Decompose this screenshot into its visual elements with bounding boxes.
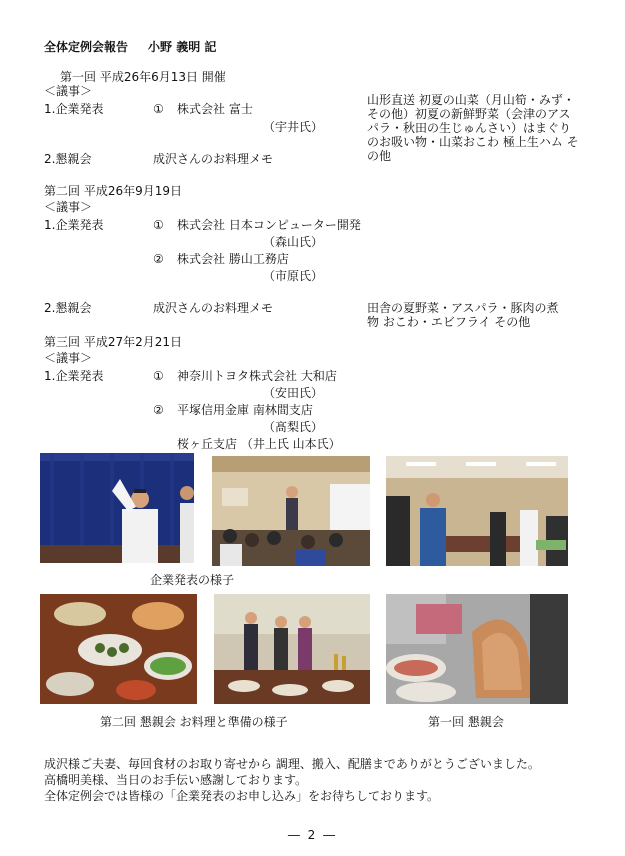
meeting2-c2-company: 株式会社 勝山工務店 [177,252,289,266]
closing-line-2: 高橋明美様、当日のお手伝い感謝しております。 [44,773,308,787]
photo-food-platters [40,594,197,704]
caption-presentation: 企業発表の様子 [150,573,235,587]
report-title-line [44,40,216,54]
meeting1-item2-text: 成沢さんのお料理メモ [153,152,274,166]
photo-party-gathering [386,456,568,566]
meeting3-heading: 第三回 平成27年2月21日 [44,335,182,349]
meeting1-item1-number: ① [153,102,164,116]
caption-party2: 第二回 懇親会 お料理と準備の様子 [100,715,288,729]
meeting1-agenda: ＜議事＞ [44,84,93,98]
meeting1-item1-company: 株式会社 富士 [177,102,253,116]
meeting2-c1-company: 株式会社 日本コンピューター開発 [177,218,361,232]
meeting1-heading: 第一回 平成26年6月13日 開催 [60,70,226,84]
meeting1-item1-person: （宇井氏） [263,120,324,134]
closing-line-1: 成沢様ご夫妻、毎回食材のお取り寄せから 調理、搬入、配膳までありがとうございました。 [44,757,540,771]
caption-party1: 第一回 懇親会 [428,715,504,729]
meeting3-c2-number: ② [153,403,164,417]
meeting2-c2-person: （市原氏） [263,269,324,283]
meeting3-c1-number: ① [153,369,164,383]
meeting2-item1-label: 1.企業発表 [44,218,104,232]
meeting3-c3-branch: 桜ヶ丘支店 （井上氏 山本氏） [177,437,341,451]
meeting2-item2-label: 2.懇親会 [44,301,92,315]
meeting1-item1-label: 1.企業発表 [44,102,104,116]
meeting3-c2-company: 平塚信用金庫 南林間支店 [177,403,313,417]
meeting3-agenda: ＜議事＞ [44,351,93,365]
meeting2-agenda: ＜議事＞ [44,200,93,214]
photo-kitchen-staff [214,594,370,704]
photo-presentation-speaker [40,453,194,563]
meeting3-item1-label: 1.企業発表 [44,369,104,383]
meeting3-c2-person: （髙梨氏） [263,420,324,434]
meeting1-menu-note: 山形直送 初夏の山菜（月山筍・みず・その他）初夏の新鮮野菜（会津のアスパラ・秋田の生じゅんさい）はまぐりのお吸い物・山菜おこわ 極上生ハム その他 [367,93,579,163]
meeting1-item2-label: 2.懇親会 [44,152,92,166]
meeting2-c1-number: ① [153,218,164,232]
photo-presentation-room [212,456,370,566]
report-title: 全体定例会報告 [44,40,129,54]
meeting2-menu-note: 田舎の夏野菜・アスパラ・豚肉の煮物 おこわ・エビフライ その他 [367,301,559,329]
meeting2-heading: 第二回 平成26年9月19日 [44,184,182,198]
closing-line-3: 全体定例会では皆様の「企業発表のお申し込み」をお待ちしております。 [44,789,440,803]
page-number: ― 2 ― [287,828,338,842]
photo-ham-serving [386,594,568,704]
report-author: 小野 義明 記 [148,40,217,54]
meeting2-item2-text: 成沢さんのお料理メモ [153,301,274,315]
meeting3-c1-person: （安田氏） [263,386,324,400]
meeting3-c1-company: 神奈川トヨタ株式会社 大和店 [177,369,337,383]
meeting2-c1-person: （森山氏） [263,235,324,249]
meeting2-c2-number: ② [153,252,164,266]
